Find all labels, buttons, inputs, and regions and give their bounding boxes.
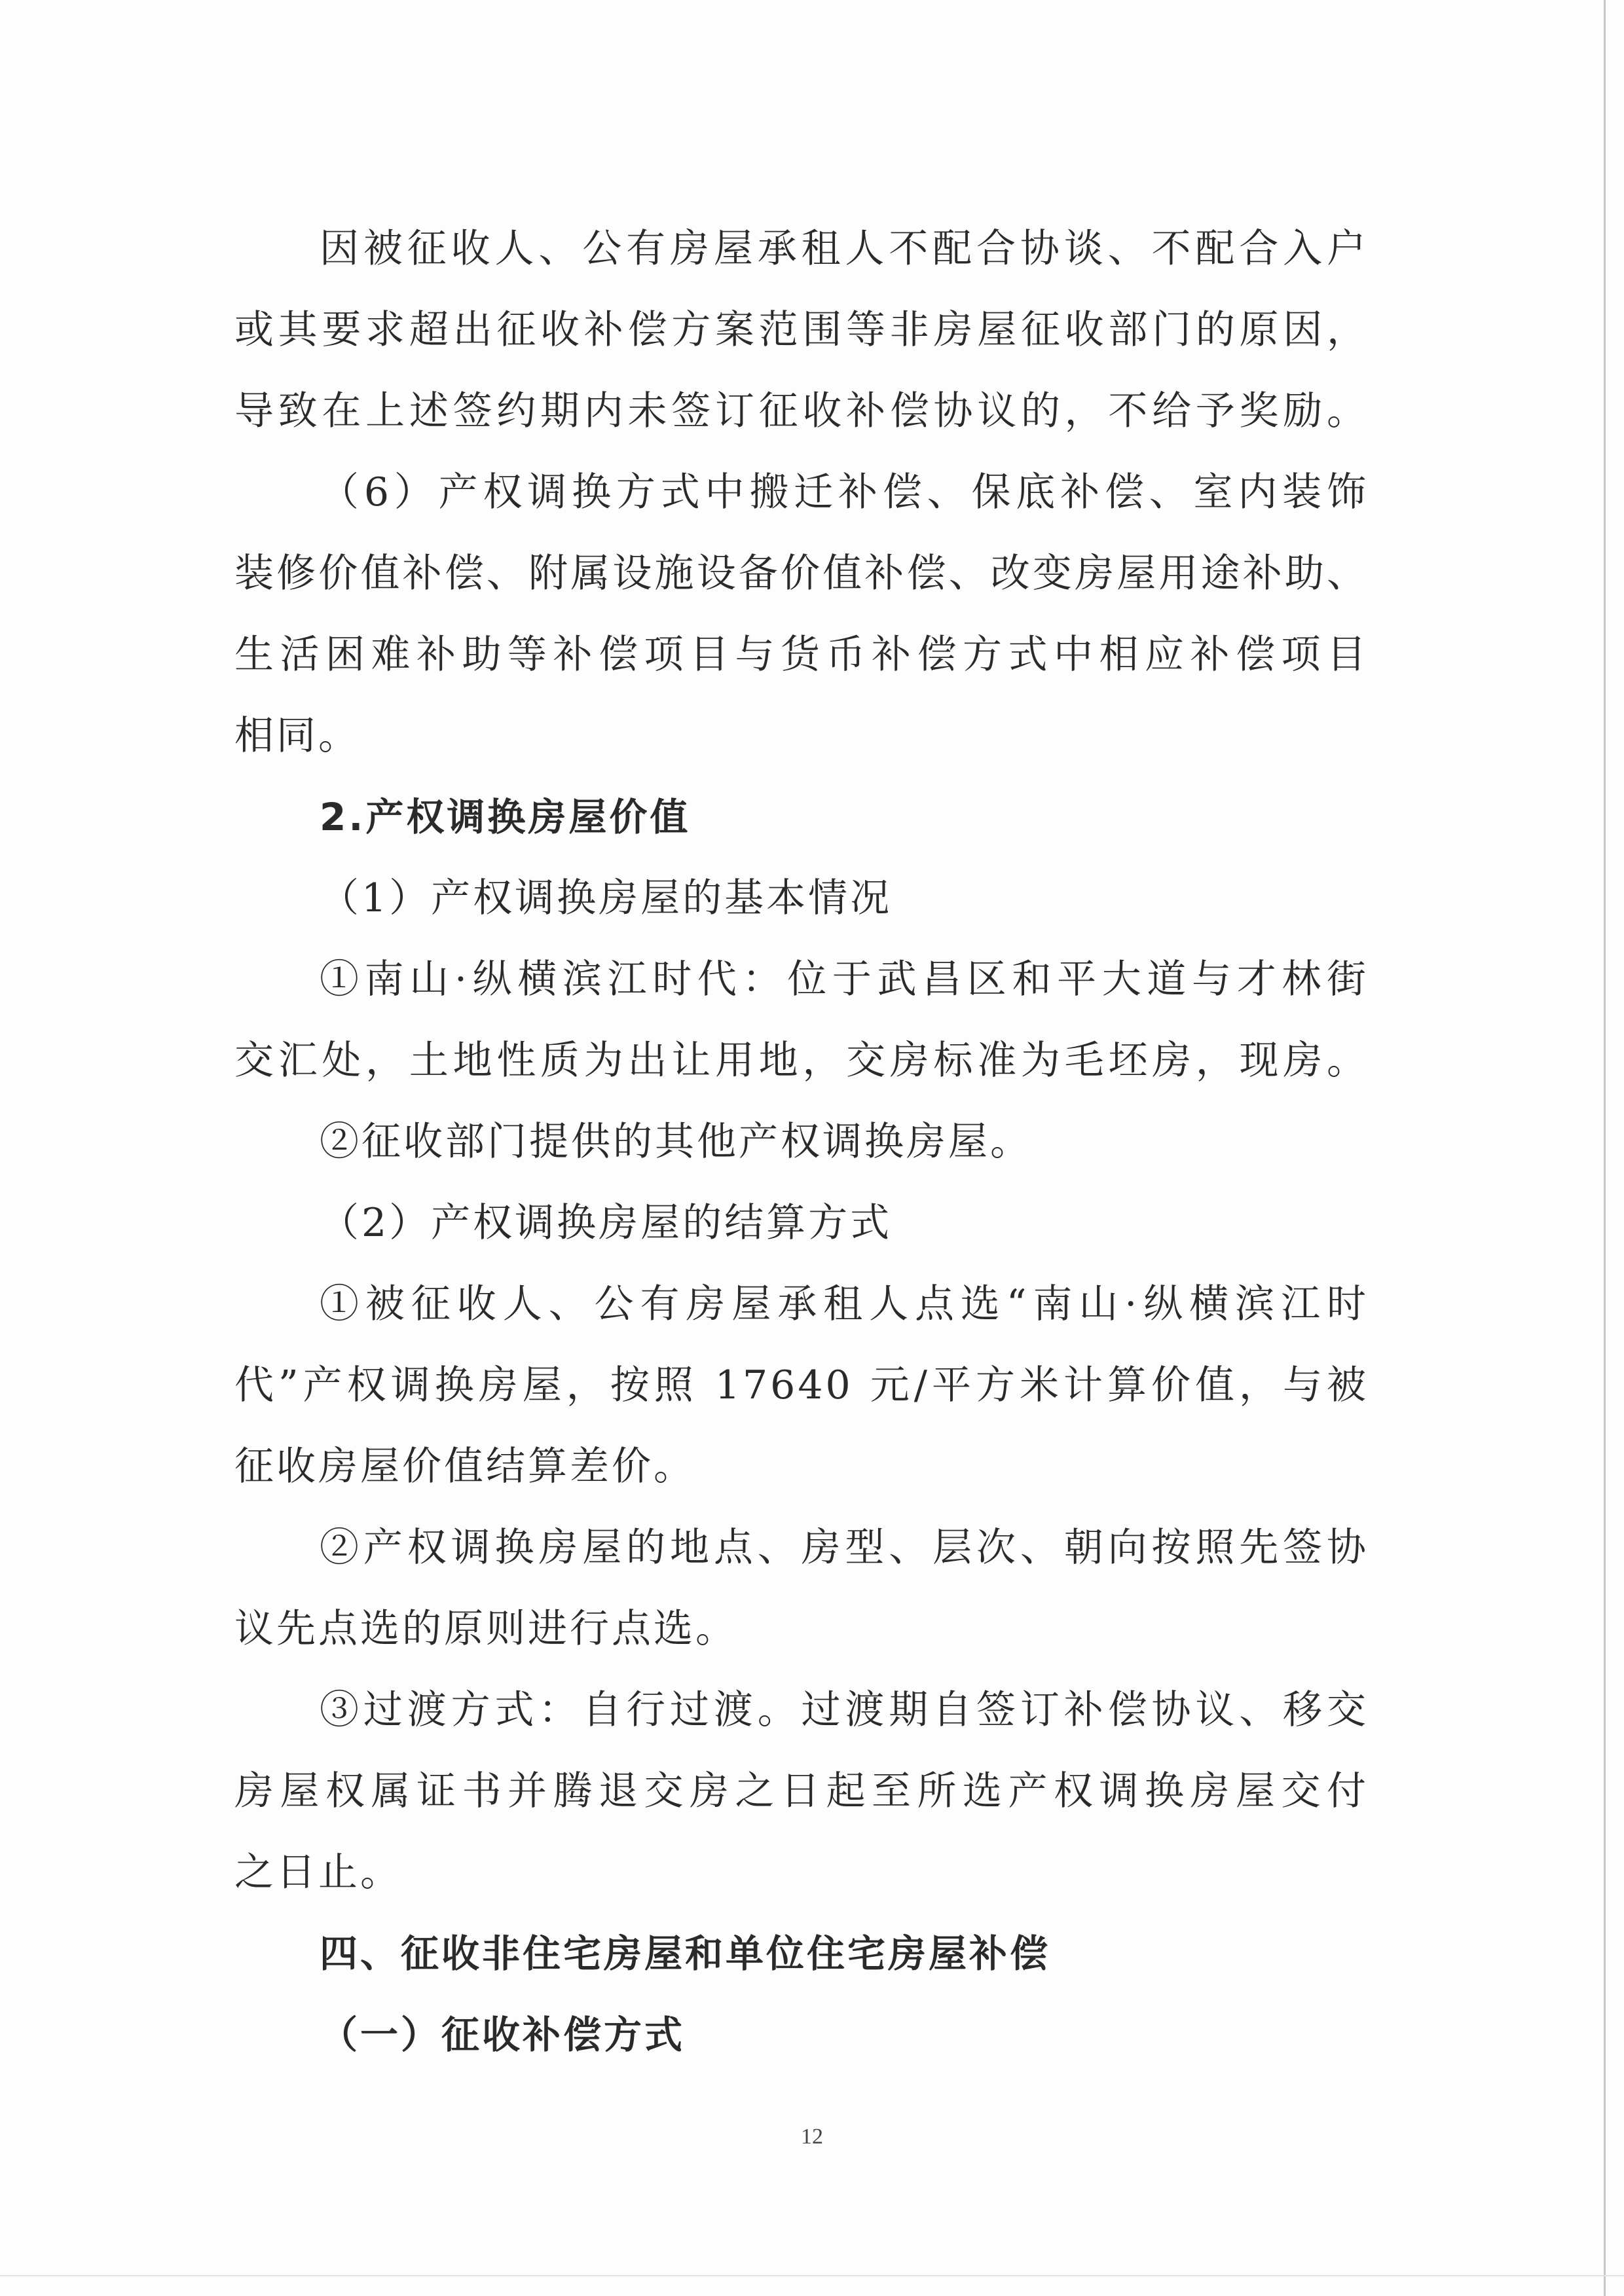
text-line: ②产权调换房屋的地点、房型、层次、朝向按照先签协	[320, 1525, 1369, 1571]
text-line: 相同。	[234, 713, 360, 759]
scan-edge-right	[1604, 0, 1606, 2296]
text-line: 征收房屋价值结算差价。	[234, 1444, 695, 1489]
text-line: ③过渡方式：自行过渡。过渡期自签订补偿协议、移交	[320, 1687, 1369, 1733]
section-heading: 2.产权调换房屋价值	[320, 795, 691, 839]
text-line: ①南山·纵横滨江时代：位于武昌区和平大道与才林街	[320, 957, 1369, 1002]
text-line: 议先点选的原则进行点选。	[234, 1606, 737, 1652]
section-heading: （一）征收补偿方式	[320, 2013, 686, 2057]
text-line: 或其要求超出征收补偿方案范围等非房屋征收部门的原因，	[234, 307, 1369, 353]
text-line: 生活困难补助等补偿项目与货币补偿方式中相应补偿项目	[234, 632, 1369, 678]
text-line: ②征收部门提供的其他产权调换房屋。	[320, 1119, 1032, 1165]
text-line: 交汇处，土地性质为出让用地，交房标准为毛坯房，现房。	[234, 1038, 1369, 1084]
text-line: （6）产权调换方式中搬迁补偿、保底补偿、室内装饰	[320, 469, 1369, 515]
document-body	[234, 208, 1369, 2075]
text-line: 之日止。	[234, 1850, 402, 1895]
text-line: 导致在上述签约期内未签订征收补偿协议的，不给予奖励。	[234, 388, 1369, 434]
text-line: 代”产权调换房屋，按照 17640 元/平方米计算价值，与被	[234, 1362, 1369, 1408]
text-line: 房屋权属证书并腾退交房之日起至所选产权调换房屋交付	[234, 1768, 1369, 1814]
text-line: 装修价值补偿、附属设施设备价值补偿、改变房屋用途补助、	[234, 551, 1369, 596]
scan-edge-bottom	[0, 2275, 1624, 2276]
page-number: 12	[801, 2124, 823, 2149]
text-line: ①被征收人、公有房屋承租人点选“南山·纵横滨江时	[320, 1281, 1369, 1327]
section-heading: 四、征收非住宅房屋和单位住宅房屋补偿	[320, 1931, 1051, 1976]
text-line: （1）产权调换房屋的基本情况	[320, 875, 893, 921]
text-line: 因被征收人、公有房屋承租人不配合协谈、不配合入户	[320, 226, 1369, 272]
text-line: （2）产权调换房屋的结算方式	[320, 1200, 893, 1246]
